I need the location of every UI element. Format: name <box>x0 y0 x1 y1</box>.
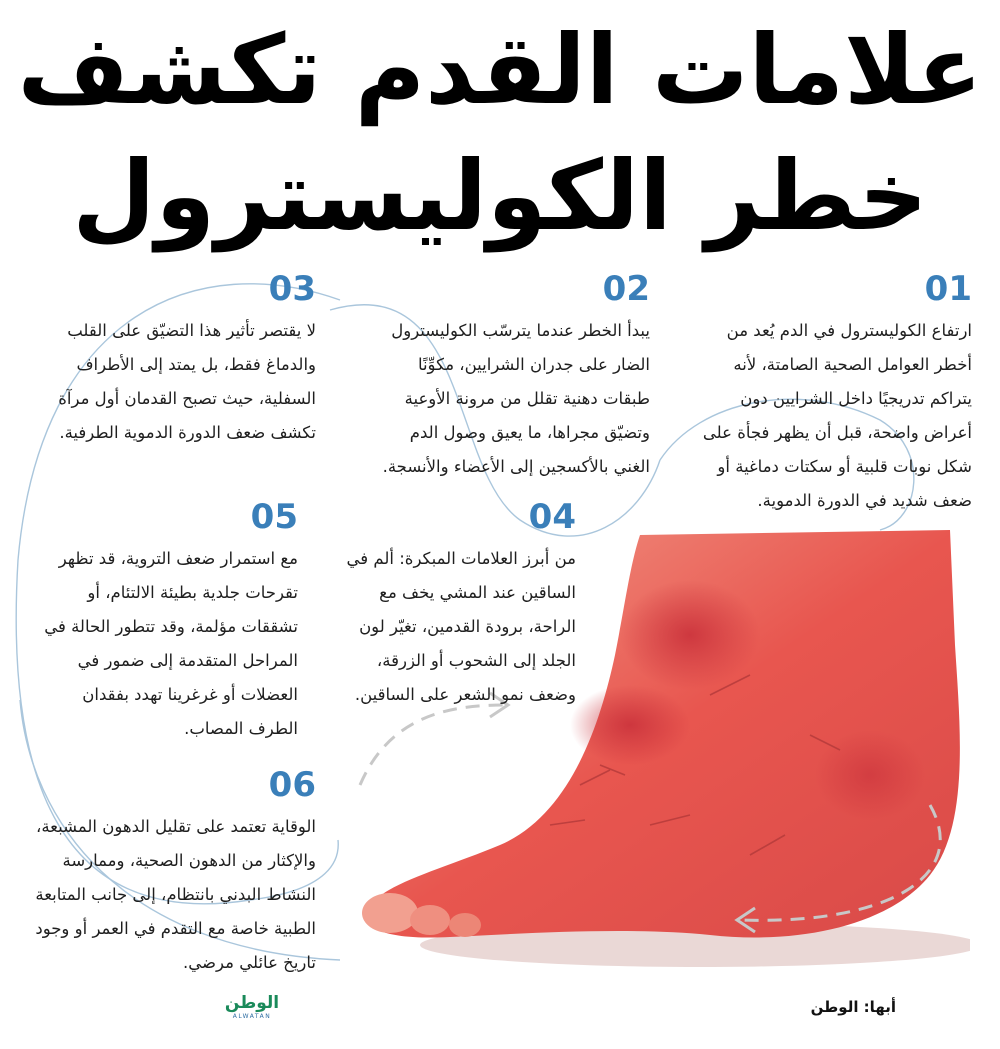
section-number: 04 <box>528 497 576 537</box>
alwatan-logo <box>216 995 288 1020</box>
logo-latin-text: ALWATAN <box>232 1013 272 1020</box>
section-04 <box>338 497 576 712</box>
toe-3 <box>449 913 481 937</box>
toe-1 <box>362 893 418 933</box>
title-line-2: خطر الكوليسترول <box>72 140 928 252</box>
section-number: 05 <box>250 497 298 537</box>
title-line-1: علامات القدم تكشف <box>17 14 983 126</box>
section-number: 03 <box>268 269 316 309</box>
section-number: 02 <box>602 269 650 309</box>
logo-arabic-text: الوطن <box>224 993 280 1013</box>
section-number: 06 <box>268 765 316 805</box>
section-03 <box>40 269 316 450</box>
byline-credit: أبها: الوطن <box>810 998 896 1016</box>
section-06 <box>30 765 316 980</box>
section-text: مع استمرار ضعف التروية، قد تظهر تقرحات جلدية بطيئة الالتئام، أو تشققات مؤلمة، وقد تتطور الحالة في المراحل المتقدمة إلى ضمور في العضلات أو غرغرينا تهدد بفقدان الطرف المصاب. <box>44 549 298 738</box>
section-02 <box>370 269 650 484</box>
section-text: الوقاية تعتمد على تقليل الدهون المشبعة، والإكثار من الدهون الصحية، وممارسة النشاط البدني بانتظام، إلى جانب المتابعة الطبية خاصة مع التقدم في العمر أو وجود تاريخ عائلي مرضي. <box>35 817 316 972</box>
redness-midfoot <box>570 685 690 765</box>
section-text: ارتفاع الكوليسترول في الدم يُعد من أخطر العوامل الصحية الصامتة، لأنه يتراكم تدريجيًا داخل الشرايين دون أعراض واضحة، قبل أن يظهر فجأة على شكل نوبات قلبية أو سكتات دماغية أو ضعف شديد في الدورة الدموية. <box>702 321 972 510</box>
section-05 <box>40 497 298 746</box>
redness-ankle <box>620 580 760 690</box>
section-text: من أبرز العلامات المبكرة: ألم في الساقين عند المشي يخف مع الراحة، برودة القدمين، تغيّر لون الجلد إلى الشحوب أو الزرقة، وضعف نمو الشعر على الساقين. <box>346 549 576 704</box>
redness-heel <box>815 730 925 820</box>
section-01 <box>700 269 972 518</box>
section-text: لا يقتصر تأثير هذا التضيّق على القلب والدماغ فقط، بل يمتد إلى الأطراف السفلية، حيث تصبح القدمان أول مرآة تكشف ضعف الدورة الدموية الطرفية. <box>58 321 316 442</box>
section-text: يبدأ الخطر عندما يترسّب الكوليسترول الضار على جدران الشرايين، مكوِّنًا طبقات دهنية تقلل من مرونة الأوعية وتضيّق مجراها، ما يعيق وصول الدم الغني بالأكسجين إلى الأعضاء والأنسجة. <box>382 321 650 476</box>
toe-2 <box>410 905 450 935</box>
dashed-arrow-upper <box>360 705 505 785</box>
section-number: 01 <box>924 269 972 309</box>
